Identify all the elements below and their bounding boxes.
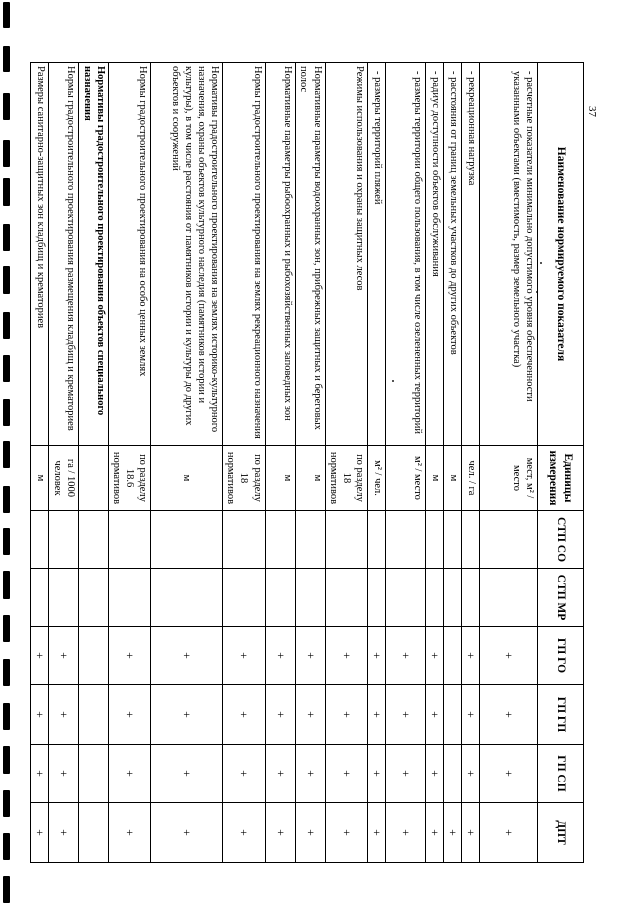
row-unit	[78, 446, 108, 511]
cell-gp-go: +	[223, 627, 265, 685]
row-indicator: Размеры санитарно-защитных зон кладбищ и крематориев	[30, 63, 48, 446]
table-row	[151, 63, 223, 863]
cell-dpt: +	[295, 803, 325, 863]
cell-gp-sp: +	[108, 745, 150, 803]
scan-mark	[3, 790, 10, 817]
normatives-table	[30, 62, 584, 863]
scan-mark	[3, 876, 10, 903]
row-unit: м² / чел.	[368, 446, 386, 511]
table-row	[368, 63, 386, 863]
cell-gp-go: +	[151, 627, 223, 685]
cell-dpt	[78, 803, 108, 863]
table-row	[295, 63, 325, 863]
scan-mark	[3, 833, 10, 860]
cell-gp-sp: +	[265, 745, 295, 803]
cell-dpt: +	[325, 803, 367, 863]
row-indicator: - радиус доступности объектов обслуживания	[426, 63, 444, 446]
cell-gp-gp: +	[325, 685, 367, 745]
header-gp-gp: ГП ГП	[538, 685, 584, 745]
cell-gp-gp	[78, 685, 108, 745]
table-row	[48, 63, 78, 863]
cell-stp-mr	[368, 569, 386, 627]
scan-mark	[3, 266, 10, 294]
cell-stp-mr	[78, 569, 108, 627]
row-indicator: - размеры территорий пляжей	[368, 63, 386, 446]
cell-stp-so	[78, 511, 108, 569]
cell-stp-mr	[386, 569, 426, 627]
cell-gp-gp: +	[48, 685, 78, 745]
scan-mark	[3, 615, 10, 642]
cell-gp-sp: +	[223, 745, 265, 803]
table-row	[462, 63, 480, 863]
cell-gp-gp: +	[480, 685, 538, 745]
row-indicator: - рекреационная нагрузка	[462, 63, 480, 446]
header-stp-mr: СТП МР	[538, 569, 584, 627]
table-row	[325, 63, 367, 863]
cell-stp-mr	[325, 569, 367, 627]
cell-gp-sp: +	[386, 745, 426, 803]
row-indicator: - расчетные показатели минимально допустимого уровня обеспеченности указанными объектами (вместимость, размер земельного участка)	[480, 63, 538, 446]
cell-stp-so	[30, 511, 48, 569]
cell-stp-mr	[48, 569, 78, 627]
cell-stp-mr	[223, 569, 265, 627]
row-indicator: Нормативные параметры водоохранных зон, прибрежных защитных и береговых полос	[295, 63, 325, 446]
row-unit: м	[426, 446, 444, 511]
table-row	[30, 63, 48, 863]
row-unit: м² / место	[386, 446, 426, 511]
cell-gp-sp: +	[426, 745, 444, 803]
cell-gp-sp	[444, 745, 462, 803]
cell-dpt: +	[30, 803, 48, 863]
table-row	[444, 63, 462, 863]
cell-gp-sp: +	[30, 745, 48, 803]
row-unit: по разделу 18 нормативов	[223, 446, 265, 511]
cell-gp-go: +	[480, 627, 538, 685]
header-dpt: ДПТ	[538, 803, 584, 863]
cell-stp-so	[480, 511, 538, 569]
scan-mark	[3, 571, 10, 599]
cell-gp-gp	[444, 685, 462, 745]
cell-stp-so	[444, 511, 462, 569]
cell-gp-go: +	[386, 627, 426, 685]
cell-dpt: +	[108, 803, 150, 863]
row-indicator: Нормативные параметры рыбоохранных и рыбохозяйственных заповедных зон	[265, 63, 295, 446]
cell-stp-mr	[265, 569, 295, 627]
scan-mark	[3, 312, 10, 339]
cell-dpt: +	[386, 803, 426, 863]
cell-stp-mr	[108, 569, 150, 627]
scan-mark	[3, 2, 10, 28]
scan-mark	[3, 528, 10, 555]
cell-gp-go: +	[265, 627, 295, 685]
cell-gp-sp: +	[295, 745, 325, 803]
header-stp-so: СТП СО	[538, 511, 584, 569]
scan-mark	[3, 659, 10, 686]
cell-stp-so	[108, 511, 150, 569]
cell-gp-gp: +	[386, 685, 426, 745]
row-indicator: - размеры территории общего пользования, в том числе озелененных территорий	[386, 63, 426, 446]
cell-gp-go: +	[30, 627, 48, 685]
cell-gp-gp: +	[426, 685, 444, 745]
cell-gp-sp: +	[151, 745, 223, 803]
table-header-row	[538, 63, 584, 863]
cell-stp-so	[223, 511, 265, 569]
row-unit: м	[151, 446, 223, 511]
scan-mark	[3, 399, 10, 426]
cell-gp-go: +	[426, 627, 444, 685]
row-unit: га / 1000 человек	[48, 446, 78, 511]
cell-gp-gp: +	[462, 685, 480, 745]
cell-gp-sp: +	[48, 745, 78, 803]
table-row	[386, 63, 426, 863]
cell-dpt: +	[223, 803, 265, 863]
row-unit: м	[444, 446, 462, 511]
header-indicator: Наименование нормируемого показателя	[538, 63, 584, 446]
cell-stp-mr	[295, 569, 325, 627]
table-row	[480, 63, 538, 863]
scan-mark	[3, 355, 10, 382]
scan-mark	[3, 746, 10, 774]
table-row	[426, 63, 444, 863]
cell-stp-mr	[30, 569, 48, 627]
page-number: 37	[586, 106, 598, 117]
cell-stp-mr	[151, 569, 223, 627]
cell-dpt: +	[480, 803, 538, 863]
header-unit: Единицы измерения	[538, 446, 584, 511]
scan-mark	[3, 441, 10, 468]
cell-stp-so	[462, 511, 480, 569]
cell-gp-sp: +	[462, 745, 480, 803]
row-unit: мест, м² / место	[480, 446, 538, 511]
header-gp-sp: ГП СП	[538, 745, 584, 803]
row-unit: по разделу 18 нормативов	[325, 446, 367, 511]
cell-dpt: +	[444, 803, 462, 863]
scan-mark	[3, 486, 10, 513]
cell-gp-go: +	[295, 627, 325, 685]
cell-gp-gp: +	[108, 685, 150, 745]
scan-mark	[3, 178, 10, 206]
table-row	[223, 63, 265, 863]
cell-dpt: +	[151, 803, 223, 863]
cell-gp-go: +	[108, 627, 150, 685]
cell-dpt: +	[265, 803, 295, 863]
cell-stp-so	[265, 511, 295, 569]
scan-mark	[3, 703, 10, 730]
cell-stp-so	[386, 511, 426, 569]
row-unit: м	[265, 446, 295, 511]
row-indicator: Нормы градостроительного проектирования размещения кладбищ и крематориев	[48, 63, 78, 446]
cell-stp-mr	[462, 569, 480, 627]
cell-gp-sp	[78, 745, 108, 803]
cell-dpt: +	[48, 803, 78, 863]
cell-gp-gp: +	[368, 685, 386, 745]
rotated-table-container	[32, 62, 584, 862]
cell-stp-mr	[480, 569, 538, 627]
cell-stp-so	[325, 511, 367, 569]
cell-gp-gp: +	[265, 685, 295, 745]
cell-gp-sp: +	[325, 745, 367, 803]
cell-gp-go	[78, 627, 108, 685]
row-indicator: Нормативы градостроительного проектирования на землях историко-культурного назначения, охраны объектов культурного наследия (памятников истории и культуры), в том числе расстояния от памятников истории и культуры до других объектов и сооружений	[151, 63, 223, 446]
cell-stp-so	[151, 511, 223, 569]
scan-mark	[3, 224, 10, 251]
cell-gp-go: +	[325, 627, 367, 685]
cell-gp-gp: +	[295, 685, 325, 745]
cell-stp-so	[295, 511, 325, 569]
header-gp-go: ГП ГО	[538, 627, 584, 685]
cell-stp-so	[368, 511, 386, 569]
row-indicator: Нормы градостроительного проектирования на землях рекреационного назначения	[223, 63, 265, 446]
cell-dpt: +	[462, 803, 480, 863]
table-row	[265, 63, 295, 863]
row-indicator: Режимы использования и охраны защитных лесов	[325, 63, 367, 446]
cell-gp-gp: +	[151, 685, 223, 745]
cell-gp-go: +	[48, 627, 78, 685]
row-unit: м	[30, 446, 48, 511]
cell-gp-gp: +	[30, 685, 48, 745]
scan-mark	[3, 46, 10, 72]
cell-gp-gp: +	[223, 685, 265, 745]
row-indicator: - расстояния от границ земельных участков до других объектов	[444, 63, 462, 446]
cell-stp-so	[426, 511, 444, 569]
row-unit: чел. / га	[462, 446, 480, 511]
row-unit: м	[295, 446, 325, 511]
cell-stp-mr	[426, 569, 444, 627]
cell-gp-go: +	[462, 627, 480, 685]
scan-mark	[3, 140, 10, 167]
cell-stp-so	[48, 511, 78, 569]
table-row	[108, 63, 150, 863]
row-indicator: Нормативы градостроительного проектирования объектов специального назначения	[78, 63, 108, 446]
cell-gp-sp: +	[368, 745, 386, 803]
cell-stp-mr	[444, 569, 462, 627]
cell-gp-sp: +	[480, 745, 538, 803]
cell-gp-go	[444, 627, 462, 685]
scan-mark	[3, 93, 10, 120]
cell-gp-go: +	[368, 627, 386, 685]
table-row	[78, 63, 108, 863]
cell-dpt: +	[368, 803, 386, 863]
cell-dpt: +	[426, 803, 444, 863]
row-indicator: Нормы градостроительного проектирования на особо ценных землях	[108, 63, 150, 446]
row-unit: по разделу 18.6 нормативов	[108, 446, 150, 511]
